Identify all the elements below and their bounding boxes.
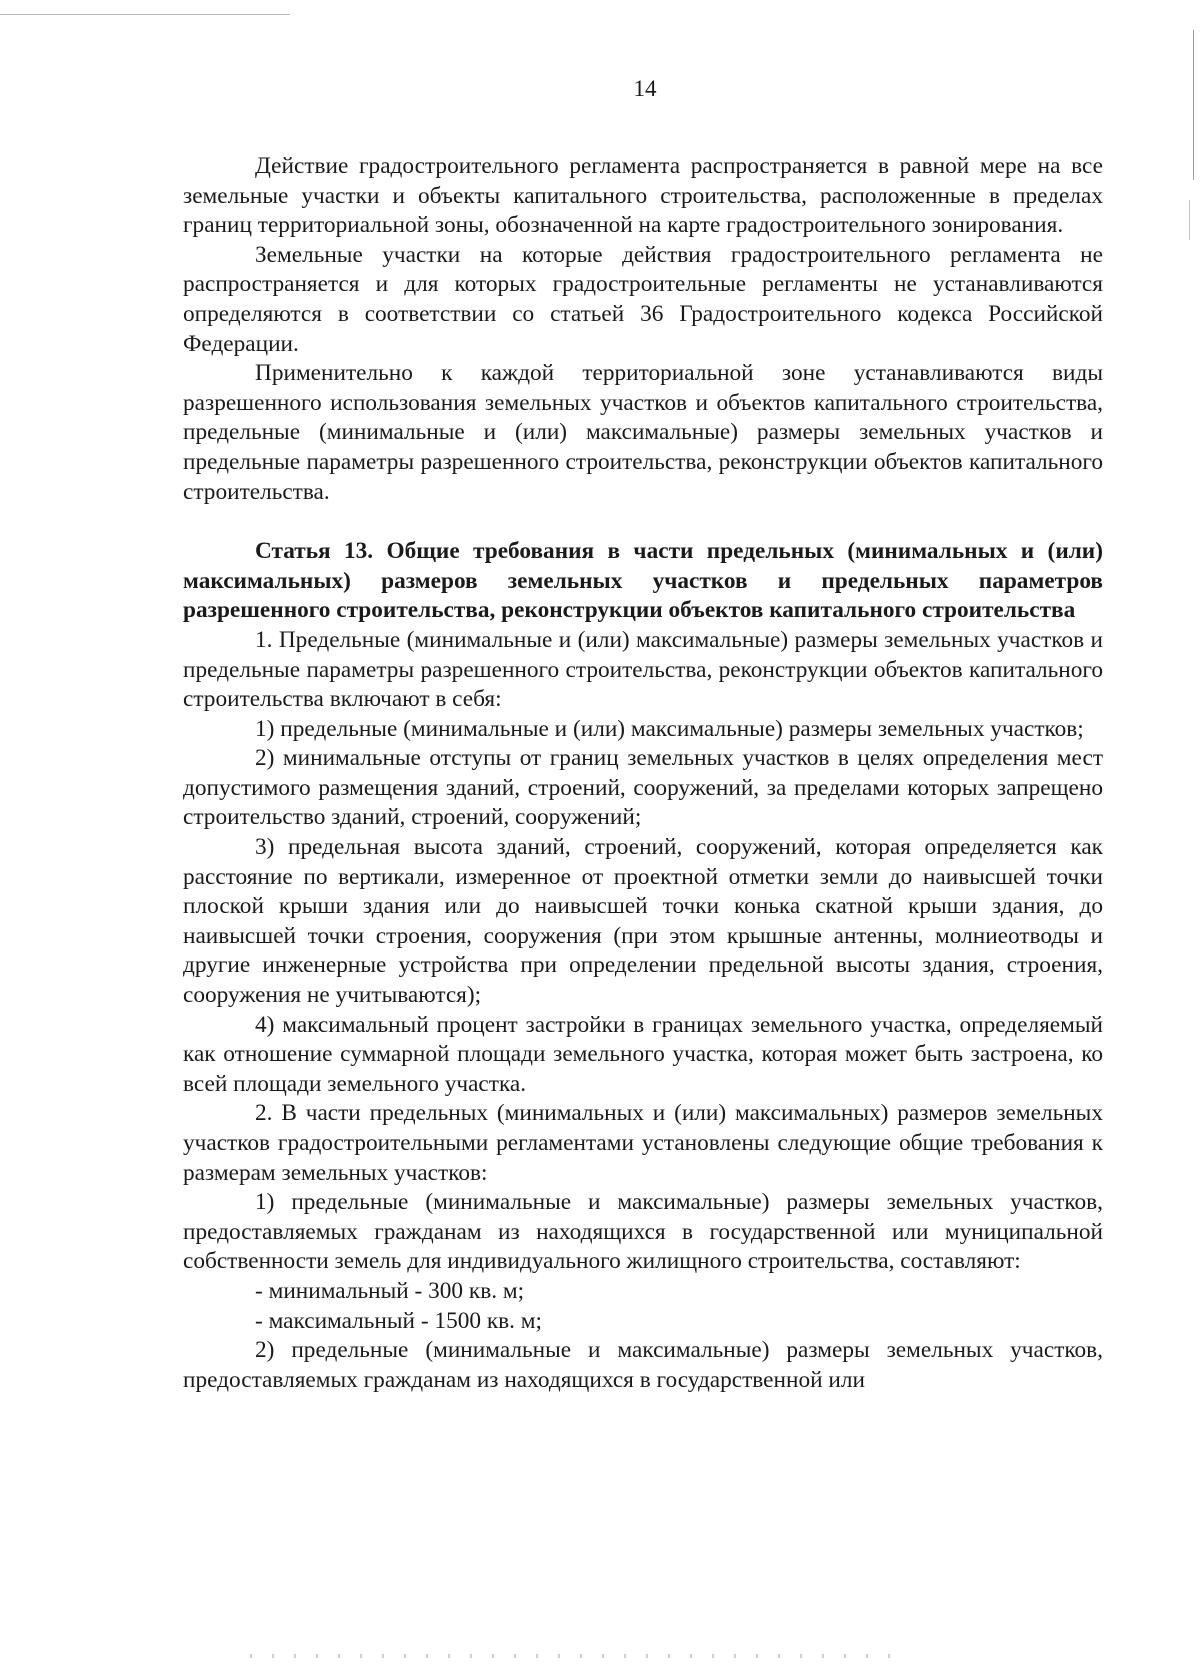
article-item-2-1-max: - максимальный - 1500 кв. м; [255, 1307, 543, 1334]
scan-artifact-right-edge [1193, 30, 1194, 180]
article-item-1-4: 4) максимальный процент застройки в границах земельного участка, определяемый как отношение суммарной площади земельного участка, которая может быть застроена, ко всей площади земельного участка. [183, 1011, 1103, 1097]
article-item-2-1: 1) предельные (минимальные и максимальные) размеры земельных участков, предоставляемых гражданам из находящихся в государственной или муниципальной собственности земель для индивидуального жилищного строительства, составляют: [183, 1189, 1103, 1275]
article-13-heading: Статья 13. Общие требования в части предельных (минимальных и (или) максимальных) размеров земельных участков и предельных параметров разрешенного строительства, реконструкции объектов капитального строительства [183, 538, 1103, 624]
paragraph-1: Действие градостроительного регламента распространяется в равной мере на все земельные участки и объекты капитального строительства, расположенные в пределах границ территориальной зоны, обозначенной на карте градостроительного зонирования. [183, 153, 1103, 239]
paragraph-2: Земельные участки на которые действия градостроительного регламента не распространяется и для которых градостроительные регламенты не устанавливаются определяются в соответствии со статьей 36 Градостроительного кодекса Российской Федерации. [183, 241, 1103, 357]
article-item-2-1-min: - минимальный - 300 кв. м; [255, 1277, 525, 1304]
article-paragraph-2: 2. В части предельных (минимальных и (или) максимальных) размеров земельных участков градостроительными регламентами установлены следующие общие требования к размерам земельных участков: [183, 1100, 1103, 1186]
article-item-1-1: 1) предельные (минимальные и (или) максимальные) размеры земельных участков; [255, 715, 1084, 742]
document-body [183, 152, 1103, 1395]
scan-artifact-bottom-dots [250, 1654, 900, 1658]
scan-artifact-right-edge-2 [1189, 200, 1190, 240]
article-paragraph-1: 1. Предельные (минимальные и (или) максимальные) размеры земельных участков и предельные параметры разрешенного строительства, реконструкции объектов капитального строительства включают в себя: [183, 626, 1103, 713]
page-number: 14 [633, 76, 657, 101]
paragraph-3: Применительно к каждой территориальной зоне устанавливаются виды разрешенного использования земельных участков и объектов капитального строительства, предельные (минимальные и (или) максимальные) размеры земельных участков и предельные параметры разрешенного строительства, реконструкции объектов капитального строительства. [183, 360, 1103, 505]
article-item-1-2: 2) минимальные отступы от границ земельных участков в целях определения мест допустимого размещения зданий, строений, сооружений, за пределами которых запрещено строительство зданий, строений, сооружений; [183, 745, 1103, 831]
article-item-1-3: 3) предельная высота зданий, строений, сооружений, которая определяется как расстояние по вертикали, измеренное от проектной отметки земли до наивысшей точки плоской крыши здания или до наивысшей точки конька скатной крыши здания, до наивысшей точки строения, сооружения (при этом крышные антенны, молниеотводы и другие инженерные устройства при определении предельной высоты здания, строения, сооружения не учитываются); [183, 834, 1103, 1009]
article-item-2-2: 2) предельные (минимальные и максимальные) размеры земельных участков, предоставляемых гражданам из находящихся в государственной или [183, 1337, 1103, 1393]
scan-artifact-top-line [0, 14, 290, 15]
